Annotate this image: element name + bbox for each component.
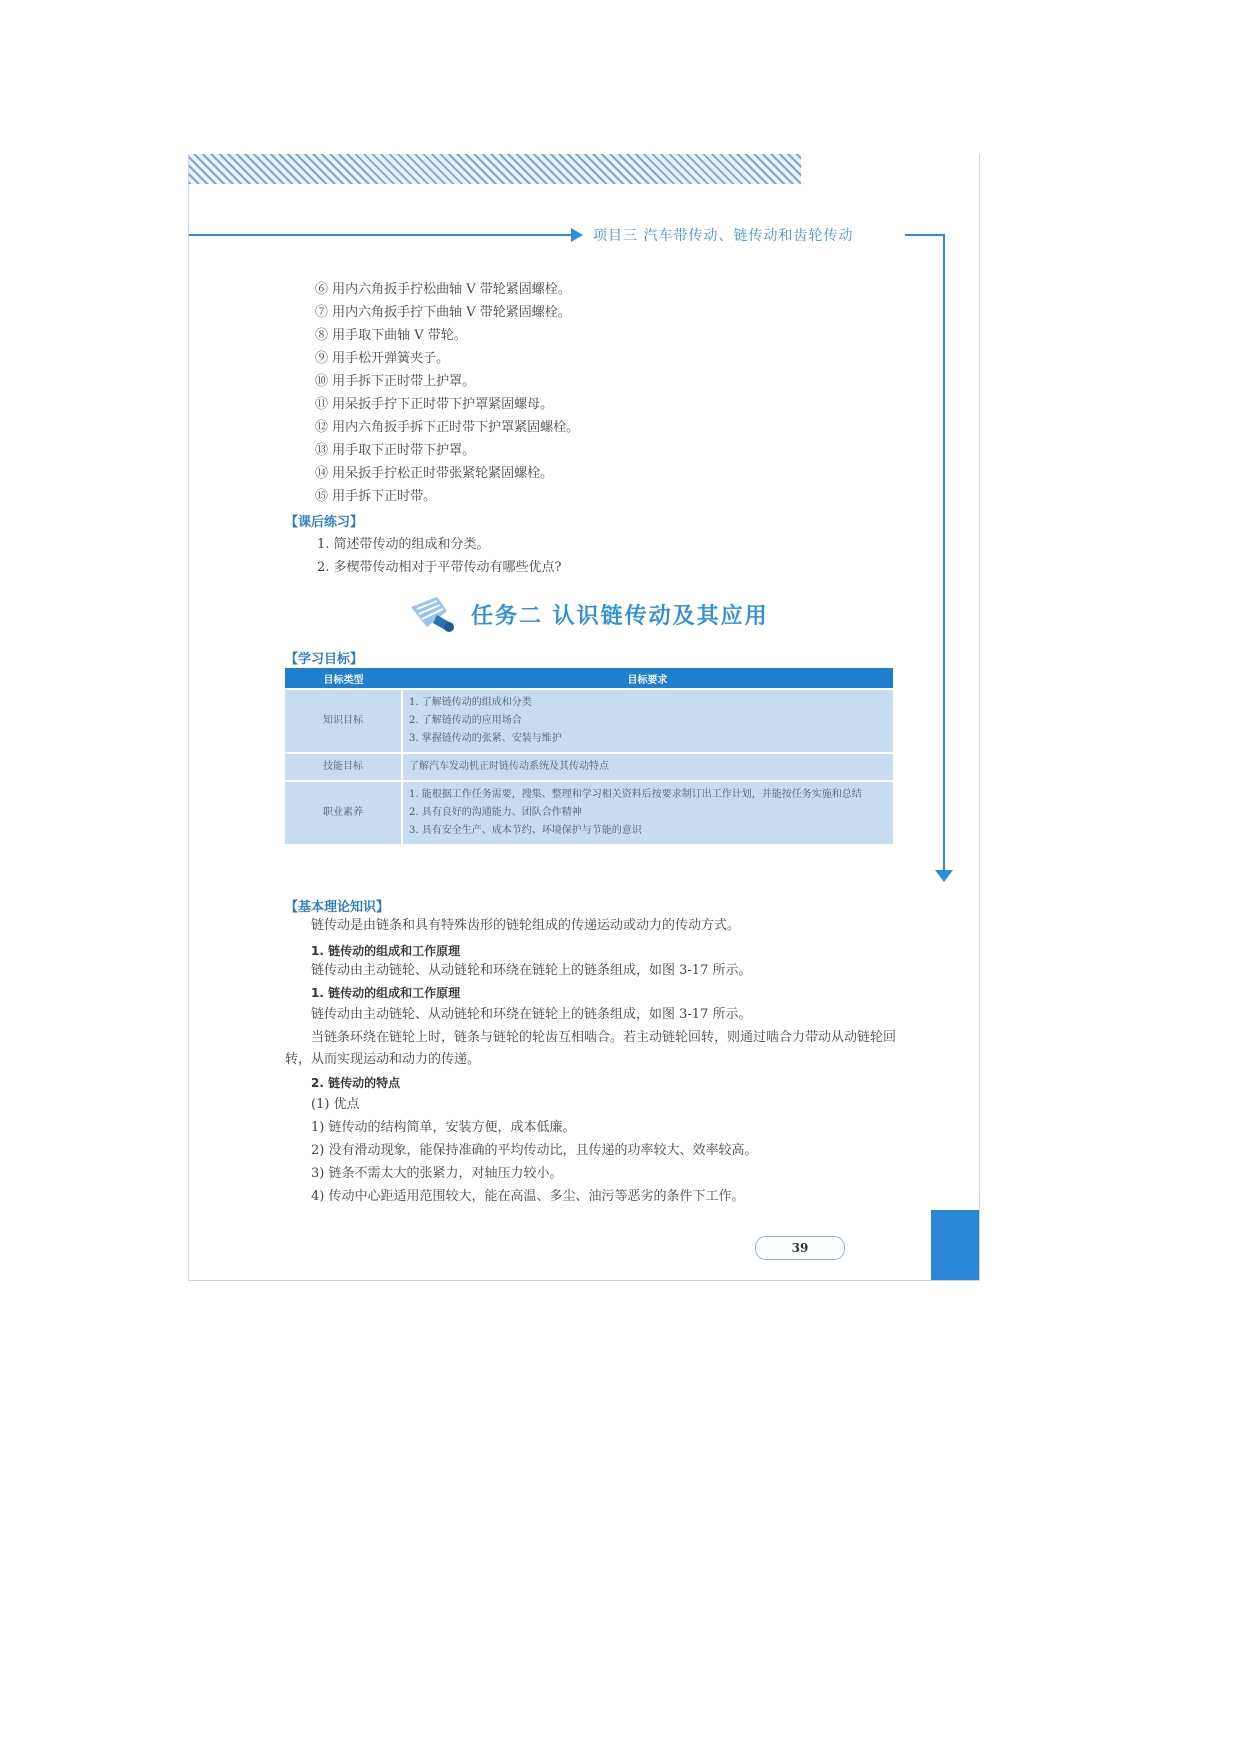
list-item: 1) 链传动的结构简单，安装方便，成本低廉。 xyxy=(311,1120,576,1135)
side-arrow-down-icon xyxy=(935,870,953,882)
theory-intro: 链传动是由链条和具有特殊齿形的链轮组成的传递运动或动力的传动方式。 xyxy=(311,918,741,933)
page-number: 39 xyxy=(755,1236,845,1260)
row-requirements xyxy=(402,781,893,844)
list-item: 4) 传动中心距适用范围较大，能在高温、多尘、油污等恶劣的条件下工作。 xyxy=(311,1189,745,1204)
step-item: ⑩ 用手拆下正时带上护罩。 xyxy=(315,374,476,389)
side-rule xyxy=(943,234,945,874)
header-rule-left xyxy=(189,234,573,236)
header-hatch-band xyxy=(189,154,801,184)
section-title: 2. 链传动的特点 xyxy=(311,1076,401,1090)
row-category: 知识目标 xyxy=(285,689,402,753)
header-rule-right xyxy=(905,234,945,236)
book-page xyxy=(188,154,980,1281)
section-text: 链传动由主动链轮、从动链轮和环绕在链轮上的链条组成，如图 3-17 所示。 xyxy=(311,1007,752,1022)
step-item: ⑫ 用内六角扳手拆下正时带下护罩紧固螺栓。 xyxy=(315,420,580,435)
section-paragraph: 当链条环绕在链轮上时，链条与链轮的轮齿互相啮合。若主动链轮回转，则通过啮合力带动从动链轮回转，从而实现运动和动力的传递。 xyxy=(285,1030,897,1067)
goals-table-header xyxy=(285,668,893,689)
row-requirements xyxy=(402,689,893,753)
goals-table xyxy=(285,668,893,844)
section-title: 1. 链传动的组成和工作原理 xyxy=(311,986,461,1000)
table-row xyxy=(285,753,893,781)
requirement-item: 3. 具有安全生产、成本节约、环境保护与节能的意识 xyxy=(409,825,642,836)
step-item: ⑭ 用呆扳手拧松正时带张紧轮紧固螺栓。 xyxy=(315,466,554,481)
list-item: 3) 链条不需太大的张紧力，对轴压力较小。 xyxy=(311,1166,563,1181)
requirement-item: 1. 了解链传动的组成和分类 xyxy=(409,697,532,708)
step-item: ⑬ 用手取下正时带下护罩。 xyxy=(315,443,476,458)
step-item: ⑦ 用内六角扳手拧下曲轴 V 带轮紧固螺栓。 xyxy=(315,305,571,320)
running-title: 项目三 汽车带传动、链传动和齿轮传动 xyxy=(593,228,854,244)
step-list xyxy=(315,278,579,508)
col-requirement: 目标要求 xyxy=(402,668,893,689)
step-item: ⑪ 用呆扳手拧下正时带下护罩紧固螺母。 xyxy=(315,397,554,412)
requirement-item: 了解汽车发动机正时链传动系统及其传动特点 xyxy=(409,761,609,772)
header-arrow-icon xyxy=(571,228,583,242)
list-item: 2) 没有滑动现象，能保持准确的平均传动比，且传递的功率较大、效率较高。 xyxy=(311,1143,758,1158)
step-item: ⑮ 用手拆下正时带。 xyxy=(315,489,437,504)
exercise-item: 1. 简述带传动的组成和分类。 xyxy=(317,537,490,552)
requirement-item: 2. 具有良好的沟通能力、团队合作精神 xyxy=(409,807,582,818)
requirement-item: 3. 掌握链传动的张紧、安装与维护 xyxy=(409,733,562,744)
subsection-title: (1) 优点 xyxy=(311,1097,360,1112)
step-item: ⑥ 用内六角扳手拧松曲轴 V 带轮紧固螺栓。 xyxy=(315,282,571,297)
exercise-heading: 【课后练习】 xyxy=(285,515,364,530)
theory-heading: 【基本理论知识】 xyxy=(285,900,390,915)
corner-block xyxy=(931,1210,979,1280)
table-row xyxy=(285,781,893,844)
row-category: 职业素养 xyxy=(285,781,402,844)
step-item: ⑧ 用手取下曲轴 V 带轮。 xyxy=(315,328,467,343)
section-title: 1. 链传动的组成和工作原理 xyxy=(311,944,461,958)
exercise-item: 2. 多楔带传动相对于平带传动有哪些优点? xyxy=(317,560,562,575)
hand-wrench-icon xyxy=(407,593,463,637)
section-text: 链传动由主动链轮、从动链轮和环绕在链轮上的链条组成，如图 3-17 所示。 xyxy=(311,963,752,978)
step-item: ⑨ 用手松开弹簧夹子。 xyxy=(315,351,450,366)
row-category: 技能目标 xyxy=(285,753,402,781)
table-row xyxy=(285,689,893,753)
requirement-item: 1. 能根据工作任务需要，搜集、整理和学习相关资料后按要求制订出工作计划，并能按任务实施和总结 xyxy=(409,789,862,800)
goals-heading: 【学习目标】 xyxy=(285,652,364,667)
col-category: 目标类型 xyxy=(285,668,402,689)
requirement-item: 2. 了解链传动的应用场合 xyxy=(409,715,522,726)
row-requirements xyxy=(402,753,893,781)
task-banner xyxy=(407,593,787,637)
task-title: 任务二 认识链传动及其应用 xyxy=(471,604,769,629)
